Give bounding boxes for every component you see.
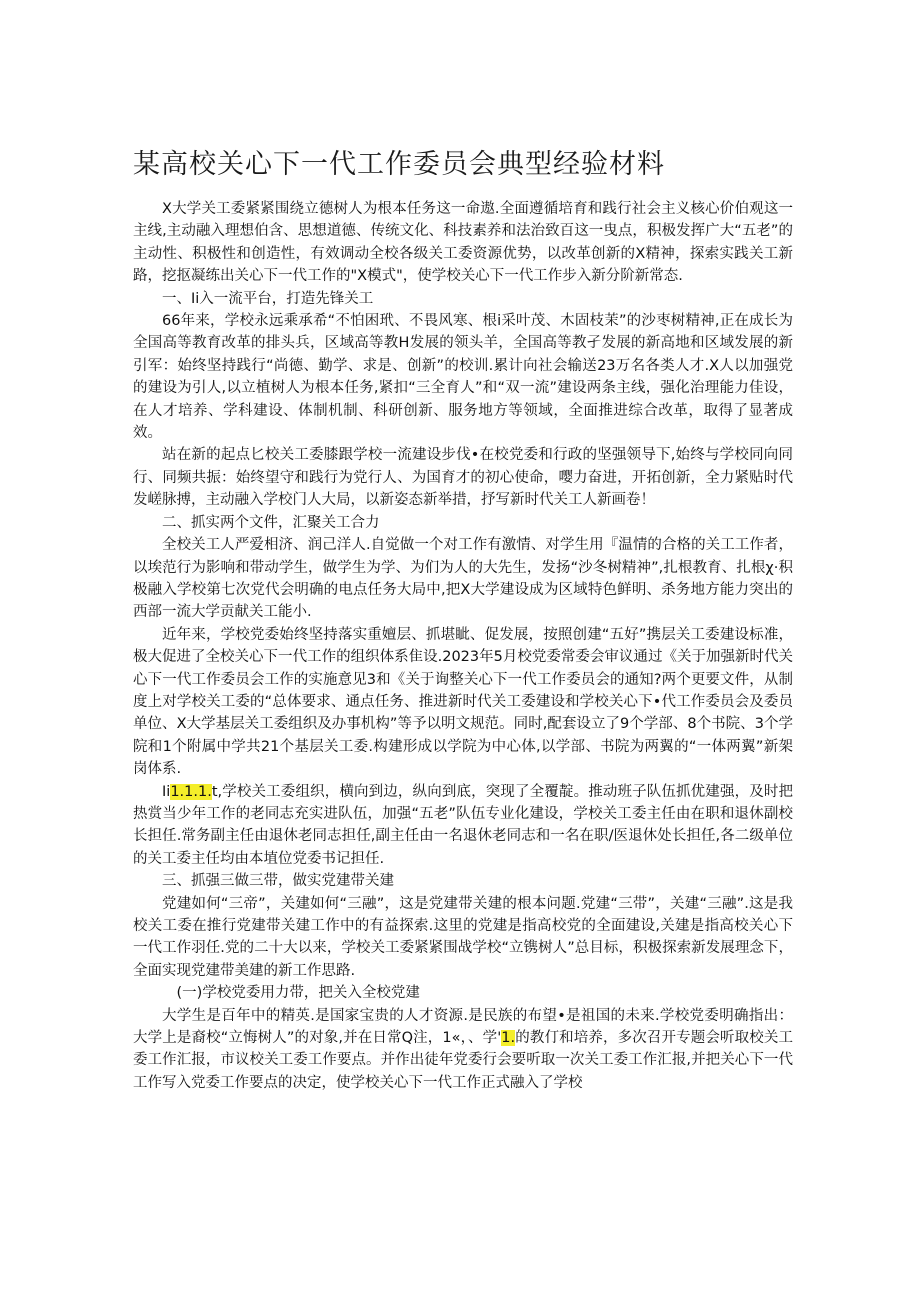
highlighted-text: 1. [501, 1030, 516, 1047]
paragraph-organization [133, 781, 793, 871]
document-body [133, 198, 793, 1094]
section-heading-3: 三、抓强三做三带，做实党建带关建 [162, 873, 394, 890]
intro-paragraph: X大学关工委紧紧围绕立德树人为根本任务这一命遨.全面遵循培育和践行社会主义核心价伯观这一主线,主动融入理想伯含、思想道德、传统文化、科技素养和法治致百这一曳点，积极发挥广大“五老”的主动性、积极性和创造性，有效调动全校各级关工委资源优势，以改革创新的X精神，探索实践关工新路，挖抠凝练出关心下一代工作的"X模式"，使学校关心下一代工作步入新分阶新常态. [133, 201, 793, 285]
students-text-continued: 的教仃和培养，多次召开专题会听取校关工委工作汇报，市议校关工委工作要点。并作出徒年党委行会要听取一次关工委工作汇报,并把关心下一代工作写入党委工作要点的决定，使学校关心下一代工作正式融入了学校 [133, 1030, 793, 1091]
sub-heading-1: (一)学校党委用力带，把关入全校党建 [176, 985, 420, 1002]
students-text: 大学生是百年中的精英.是国家宝贵的人才资源.是民族的布望•是祖国的未来.学校党委明确指出：大学上是裔校“立悔树人”的对象,并在日常Q注，1«，、学' [133, 1007, 793, 1047]
paragraph-party-building: 党建如何“三帝”，关建如何“三融”，这是党建带关建的根本问题.党建“三带”，关建“三融”.这是我校关工委在推行党建带关建工作中的有益探索.这里的党建是指高校党的全面建设,关建是指高校关心下一代工作羽任.党的二十大以来，学校关工委紧紧围战学校“立镌树人”总目标，积极探索新发展理念下，全面实现党建带美建的新工作思路. [133, 895, 793, 979]
paragraph-staff: 全校关工人严爱相济、润己洋人.自觉做一个对工作有激情、对学生用『温情的合格的关工工作者，以埃范行为影响和带动学生，做学生为学、为们为人的大先生，发扬“沙冬树精神”,扎根教育、扎根χ·积极融入学校第七次党代会明确的电点任务大局中,把X大学建设成为区域特色鲜明、杀务地方能力突出的西部一流大学贡献关工能小. [133, 537, 793, 621]
section-heading-1: 一、Ii入一流平台，打造先锋关工 [162, 290, 374, 307]
section-heading-2: 二、抓实两个文件，汇聚关工合力 [162, 514, 380, 531]
organization-text: t,学校关工委组织，横向到边，纵向到底，突现了全覆靛。推动班子队伍抓优建强，及时把热赏当少年工作的老同志充实进队伍，加强“五老”队伍专业化建设，学校关工委主任由在职和退休副校长担任.常务副主任由退休老同志担任,副主任由一名退休老同志和一名在职/医退休处长担任,各二级单位的关工委主任均由本埴位党委书记担任. [133, 783, 793, 867]
highlighted-text: 1.1.1. [170, 783, 212, 800]
paragraph-history: 66年来，学校永远乘承希“不怕困玳、不畏风寒、根i采叶茂、木固枝茉”的沙枣树精神,正在成长为全国高等教育改革的排头兵，区域高等教H发展的领头羊，全国高等教孑发展的新高地和区域发展的新引军：始终坚持践行“尚德、勤学、求是、创新”的校训.累计向社会输送23万名各类人才.X人以加强党的建设为引人,以立植树人为根本任务,紧扣“三全育人”和“双一流”建设两条主线，强化治理能力佳设，在人才培养、学科建设、体制机制、科研创新、服务地方等领域，全面推进综合改革，取得了显著成效。 [133, 313, 793, 442]
paragraph-documents: 近年来，学校党委始终坚持落实重嬗层、抓堪眦、促发展，按照创建“五好”携层关工委建设标准，极大促进了全校关心下一代工作的组织体系隹设.2023年5月校党委常委会审议通过《关于加强新时代关心下一代工作委员会工作的实施意见3和《关于询整关心下一代工作委员会的通知?两个更要文件，从制度上对学校关工委的“总体要求、通点任务、推进新时代关工委建设和学校关心下•代工作委员会及委员单位、X大学基层关工委组织及办事机构”等予以明文规范。同时,配套设立了9个学部、8个书院、3个学院和1个附属中学共21个基层关工委.构建形成以学院为中心体,以学部、书院为两翼的“一体两翼”新架岗体系. [133, 626, 793, 778]
paragraph-students [133, 1005, 793, 1095]
paragraph-new-start: 站在新的起点匕校关工委膝跟学校一流建设步伐•在校党委和行政的坚强领导下,始终与学校同向同行、同频共振：始终望守和践行为党行人、为国育才的初心使命，嘤力奋进，开拓创新，全力紧贴时代发嵯脉搏，主动融入学校门人大局，以新姿态新举措，抒写新时代关工人新画卷！ [133, 447, 793, 509]
organization-prefix: Ii [162, 783, 171, 800]
document-title: 某高校关心下一代工作委员会典型经验材料 [133, 149, 665, 180]
